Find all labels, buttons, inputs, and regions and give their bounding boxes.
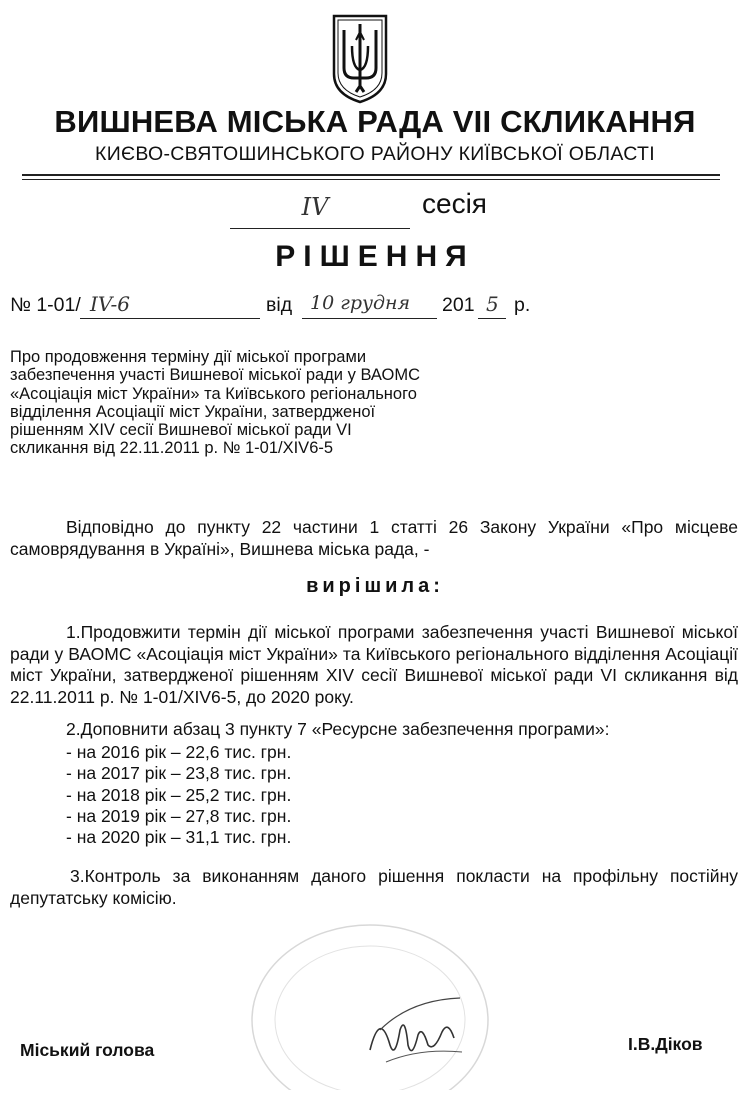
handwritten-signature bbox=[350, 990, 470, 1070]
subject-line: Про продовження терміну дії міської програми bbox=[10, 348, 367, 366]
date-from-label: від bbox=[266, 294, 293, 316]
preamble-text: Відповідно до пункту 22 частини 1 статті 26 Закону України «Про місцеве самоврядування в Україні», Вишнева міська рада, - bbox=[10, 517, 738, 559]
decision-subject bbox=[10, 348, 430, 458]
district-subtitle: КИЄВО-СВЯТОШИНСЬКОГО РАЙОНУ КИЇВСЬКОЇ ОБЛАСТІ bbox=[95, 143, 655, 165]
session-label: сесія bbox=[422, 188, 487, 219]
list-item: - на 2019 рік – 27,8 тис. грн. bbox=[66, 805, 292, 826]
signature-position: Міський голова bbox=[20, 1040, 155, 1060]
item-3-text: 3.Контроль за виконанням даного рішення покласти на профільну постійну депутатську комісію. bbox=[10, 866, 738, 908]
session-underline bbox=[230, 228, 410, 229]
number-prefix: № 1-01/ bbox=[10, 294, 81, 316]
list-item: - на 2016 рік – 22,6 тис. грн. bbox=[66, 742, 292, 762]
council-title: ВИШНЕВА МІСЬКА РАДА VII СКЛИКАННЯ bbox=[54, 104, 696, 139]
funding-list bbox=[66, 742, 291, 848]
decision-number-line bbox=[10, 294, 740, 324]
year-prefix: 201 bbox=[442, 294, 475, 316]
year-handwritten: 5 bbox=[486, 292, 499, 316]
item-1-text: 1.Продовжити термін дії міської програми забезпечення участі Вишневої міської ради у ВАОМС «Асоціація міст України» та Київського регіонального відділення Асоціації міст України, затвердженої рішенням XIV сесії Вишневої міської ради VI скликання від 22.11.2011 р. № 1-01/XIV6-5, до 2020 року. bbox=[10, 622, 738, 707]
subject-line: «Асоціація міст України» та Київського регіонального bbox=[10, 384, 417, 403]
subject-line: скликання від 22.11.2011 р. № 1-01/XIV6-5 bbox=[10, 439, 334, 458]
preamble-paragraph bbox=[10, 516, 738, 560]
list-item: - на 2017 рік – 23,8 тис. грн. bbox=[66, 763, 292, 784]
year-unit: р. bbox=[514, 294, 531, 316]
trident-emblem-icon bbox=[330, 12, 390, 104]
date-handwritten: 10 грудня bbox=[310, 292, 411, 314]
signature-name: І.В.Діков bbox=[628, 1034, 703, 1054]
item-2-paragraph bbox=[10, 719, 738, 741]
item-1-paragraph bbox=[10, 622, 738, 708]
item-2-text: 2.Доповнити абзац 3 пункту 7 «Ресурсне забезпечення програми»: bbox=[66, 719, 610, 739]
session-number: IV bbox=[301, 193, 329, 221]
subject-line: рішенням XIV сесії Вишневої міської ради VI bbox=[10, 421, 352, 440]
resolved-heading: вирішила: bbox=[306, 575, 444, 597]
list-item: - на 2018 рік – 25,2 тис. грн. bbox=[66, 784, 292, 805]
item-3-paragraph bbox=[10, 866, 738, 909]
list-item: - на 2020 рік – 31,1 тис. грн. bbox=[66, 827, 292, 848]
subject-line: забезпечення участі Вишневої міської ради у ВАОМС bbox=[10, 366, 421, 385]
header-divider bbox=[22, 174, 720, 176]
subject-line: відділення Асоціації міст України, затвердженої bbox=[10, 402, 376, 421]
decision-title: РІШЕННЯ bbox=[275, 240, 475, 273]
number-handwritten: IV-6 bbox=[90, 292, 130, 316]
header-divider-thin bbox=[22, 179, 720, 180]
